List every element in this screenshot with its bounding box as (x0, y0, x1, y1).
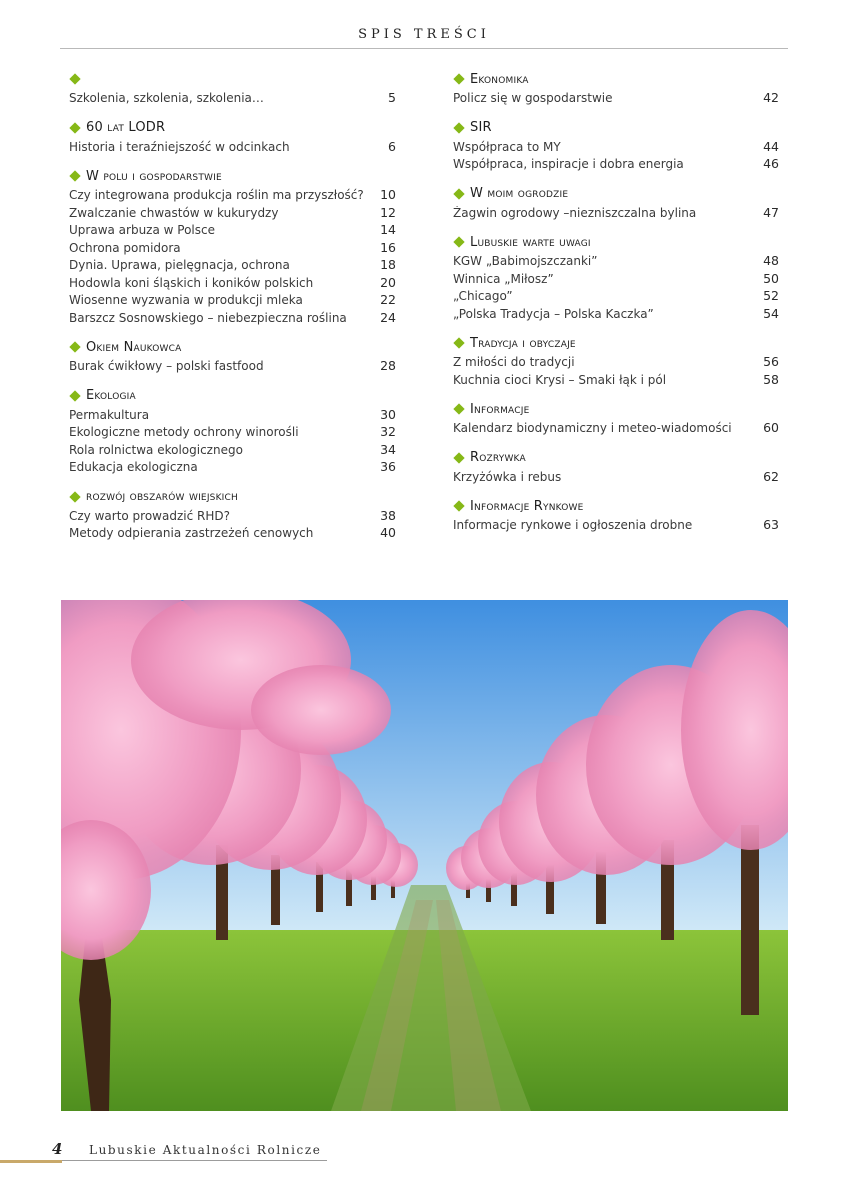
entry-title: Zwalczanie chwastów w kukurydzy (69, 205, 279, 220)
toc-entry[interactable] (453, 90, 779, 108)
footer-accent-bar (0, 1160, 62, 1163)
entry-page-number: 44 (763, 138, 779, 154)
toc-section (453, 332, 779, 389)
entry-title: Winnica „Miłosz” (453, 271, 554, 286)
entry-title: Uprawa arbuza w Polsce (69, 223, 215, 237)
entry-title: Barszcz Sosnowskiego – niebezpieczna roślina (69, 310, 347, 325)
section-header (69, 117, 396, 139)
toc-entry[interactable] (453, 469, 779, 487)
entry-page-number: 6 (388, 138, 396, 154)
toc-entry[interactable] (453, 288, 779, 306)
entry-title: Ochrona pomidora (69, 240, 181, 255)
toc-entry[interactable] (69, 310, 396, 328)
toc-section (69, 385, 396, 477)
entry-page-number: 5 (388, 90, 396, 105)
section-header (453, 398, 779, 420)
toc-entry[interactable] (453, 372, 779, 390)
section-title: Informacje (470, 401, 530, 417)
diamond-bullet-icon (69, 390, 80, 401)
toc-entry[interactable] (69, 459, 396, 477)
page-number: 4 (52, 1140, 63, 1158)
entry-title: „Chicago” (453, 289, 513, 303)
toc-entry[interactable] (69, 90, 396, 108)
entry-page-number: 14 (380, 222, 396, 237)
entry-title: Współpraca, inspiracje i dobra energia (453, 157, 684, 171)
entry-title: Hodowla koni śląskich i koników polskich (69, 275, 314, 290)
entry-title: Historia i teraźniejszość w odcinkach (69, 139, 290, 154)
entry-title: Współpraca to MY (453, 139, 561, 154)
entry-page-number: 40 (380, 525, 396, 540)
toc-entry[interactable] (69, 275, 396, 293)
diamond-bullet-icon (69, 491, 80, 502)
diamond-bullet-icon (453, 122, 464, 133)
orchard-photo (61, 600, 788, 1111)
toc-entry[interactable] (69, 139, 396, 157)
entry-title: Kalendarz biodynamiczny i meteo-wiadomości (453, 421, 732, 435)
section-header (453, 332, 779, 354)
entry-title: Czy warto prowadzić RHD? (69, 508, 230, 523)
entry-title: Burak ćwikłowy – polski fastfood (69, 359, 264, 373)
entry-page-number: 60 (763, 420, 779, 435)
diamond-bullet-icon (69, 170, 80, 181)
toc-entry[interactable] (453, 139, 779, 157)
section-header (453, 68, 779, 90)
toc-right-column (453, 68, 779, 544)
section-header (69, 165, 396, 187)
toc-entry[interactable] (453, 253, 779, 271)
section-title: Informacje Rynkowe (470, 498, 584, 514)
section-title: W polu i gospodarstwie (86, 168, 222, 184)
diamond-bullet-icon (69, 73, 80, 84)
toc-section (69, 117, 396, 157)
toc-section (69, 486, 396, 543)
toc-section (453, 398, 779, 438)
entry-title: Permakultura (69, 407, 150, 422)
entry-page-number: 38 (380, 507, 396, 523)
entry-page-number: 24 (380, 309, 396, 325)
entry-title: Ekologiczne metody ochrony winorośli (69, 425, 299, 439)
entry-title: Informacje rynkowe i ogłoszenia drobne (453, 518, 693, 532)
toc-entry[interactable] (69, 525, 396, 543)
toc-entry[interactable] (453, 420, 779, 438)
entry-page-number: 56 (763, 354, 779, 369)
toc-section (453, 231, 779, 323)
toc-entry[interactable] (453, 156, 779, 174)
entry-page-number: 30 (380, 406, 396, 422)
toc-entry[interactable] (69, 187, 396, 205)
entry-page-number: 22 (380, 292, 396, 307)
entry-title: Z miłości do tradycji (453, 355, 575, 369)
entry-title: Kuchnia cioci Krysi – Smaki łąk i pól (453, 372, 667, 387)
entry-title: Metody odpierania zastrzeżeń cenowych (69, 526, 314, 540)
toc-entry[interactable] (69, 508, 396, 526)
entry-title: Szkolenia, szkolenia, szkolenia… (69, 91, 264, 105)
toc-entry[interactable] (69, 240, 396, 258)
entry-title: „Polska Tradycja – Polska Kaczka” (453, 306, 654, 321)
toc-entry[interactable] (453, 306, 779, 324)
section-header (69, 68, 396, 90)
entry-title: Czy integrowana produkcja roślin ma przyszłość? (69, 188, 364, 202)
diamond-bullet-icon (69, 122, 80, 133)
toc-entry[interactable] (69, 358, 396, 376)
entry-page-number: 50 (763, 270, 779, 286)
section-title: SIR (470, 120, 492, 135)
section-title: rozwój obszarów wiejskich (86, 489, 238, 504)
section-title: Rozrywka (470, 450, 526, 465)
entry-title: Wiosenne wyzwania w produkcji mleka (69, 293, 303, 307)
section-title: Ekonomika (470, 71, 529, 87)
section-header (453, 447, 779, 469)
section-title: Lubuskie warte uwagi (470, 234, 591, 250)
toc-entry[interactable] (69, 222, 396, 240)
section-title: Ekologia (86, 388, 136, 403)
toc-entry[interactable] (453, 271, 779, 289)
section-header (453, 117, 779, 139)
toc-entry[interactable] (69, 442, 396, 460)
toc-entry[interactable] (69, 407, 396, 425)
toc-section (453, 447, 779, 487)
header-divider (60, 48, 788, 49)
toc-entry[interactable] (69, 257, 396, 275)
toc-section (453, 68, 779, 108)
toc-entry[interactable] (69, 205, 396, 223)
entry-page-number: 46 (763, 156, 779, 171)
entry-page-number: 18 (380, 257, 396, 272)
section-title: 60 lat LODR (86, 120, 166, 135)
diamond-bullet-icon (453, 73, 464, 84)
entry-title: Żagwin ogrodowy –niezniszczalna bylina (453, 205, 697, 220)
section-header (453, 183, 779, 205)
entry-page-number: 58 (763, 371, 779, 387)
entry-page-number: 12 (380, 204, 396, 220)
section-header (453, 495, 779, 517)
entry-title: Dynia. Uprawa, pielęgnacja, ochrona (69, 258, 290, 272)
toc-left-column (69, 68, 396, 552)
entry-page-number: 54 (763, 305, 779, 321)
section-header (69, 336, 396, 358)
toc-entry[interactable] (453, 354, 779, 372)
entry-page-number: 36 (380, 459, 396, 474)
section-header (453, 231, 779, 253)
entry-page-number: 16 (380, 239, 396, 255)
diamond-bullet-icon (453, 236, 464, 247)
entry-title: Krzyżówka i rebus (453, 469, 562, 484)
diamond-bullet-icon (69, 341, 80, 352)
section-header (69, 385, 396, 407)
entry-page-number: 62 (763, 468, 779, 484)
diamond-bullet-icon (453, 337, 464, 348)
section-title: Okiem Naukowca (86, 339, 182, 355)
entry-page-number: 20 (380, 274, 396, 290)
entry-title: KGW „Babimojszczanki” (453, 254, 598, 268)
toc-section (453, 183, 779, 223)
section-title: W moim ogrodzie (470, 186, 569, 201)
entry-page-number: 32 (380, 424, 396, 439)
entry-page-number: 42 (763, 90, 779, 105)
toc-entry[interactable] (453, 205, 779, 223)
entry-page-number: 34 (380, 441, 396, 457)
toc-entry[interactable] (69, 424, 396, 442)
toc-section (69, 68, 396, 108)
toc-section (69, 165, 396, 327)
entry-title: Rola rolnictwa ekologicznego (69, 442, 243, 457)
diamond-bullet-icon (453, 403, 464, 414)
footer-rule (62, 1160, 327, 1161)
toc-section (69, 336, 396, 376)
entry-page-number: 52 (763, 288, 779, 303)
section-header (69, 486, 396, 508)
section-title: Tradycja i obyczaje (470, 335, 576, 351)
entry-page-number: 48 (763, 253, 779, 268)
toc-section (453, 117, 779, 174)
entry-page-number: 10 (380, 187, 396, 202)
diamond-bullet-icon (453, 500, 464, 511)
toc-entry[interactable] (69, 292, 396, 310)
diamond-bullet-icon (453, 452, 464, 463)
magazine-title: Lubuskie Aktualności Rolnicze (89, 1143, 322, 1157)
entry-page-number: 63 (763, 517, 779, 532)
toc-section (453, 495, 779, 535)
entry-page-number: 47 (763, 204, 779, 220)
entry-title: Policz się w gospodarstwie (453, 91, 613, 105)
page-title: SPIS TREŚCI (358, 27, 490, 42)
entry-title: Edukacja ekologiczna (69, 460, 198, 474)
diamond-bullet-icon (453, 188, 464, 199)
entry-page-number: 28 (380, 358, 396, 373)
toc-entry[interactable] (453, 517, 779, 535)
